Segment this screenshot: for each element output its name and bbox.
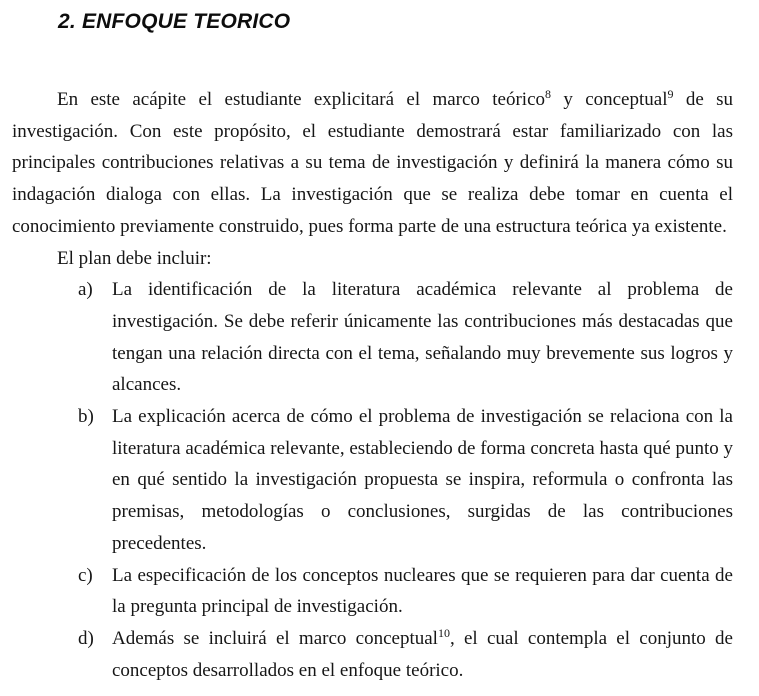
list-item-text: La explicación acerca de cómo el problema de investigación se relaciona con la literatura académica relevante, estableciendo de forma concreta hasta qué punto y en qué sentido la investigación propuesta se inspira, reformula o confronta las premisas, metodologías o conclusiones, surgidas de las contribuciones precedentes. xyxy=(112,406,733,554)
list-item-marker: b) xyxy=(78,406,94,428)
list-item-marker: d) xyxy=(78,627,94,649)
footnote-ref: 10 xyxy=(437,625,450,640)
list-item-text: La identificación de la literatura académica relevante al problema de investigación. Se debe referir únicamente las contribuciones más destacadas que tengan una relación directa con el tema, señalando muy brevemente sus logros y alcances. xyxy=(112,279,733,396)
intro-paragraph: En este acápite el estudiante explicitará el marco teórico$^8$ y conceptual$^9$ de su investigación. Con este propósito, el estudiante demostrará estar familiarizado con las principales contribuciones relativas a su tema de investigación y definirá la manera cómo su indagación dialoga con ellas. La investigación que se realiza debe tomar en cuenta el conocimiento previamente construido, pues forma parte de una estructura teórica ya existente. xyxy=(12,87,734,237)
list-item xyxy=(78,623,733,686)
list-item-marker: a) xyxy=(78,279,93,301)
list-item xyxy=(78,274,733,401)
list-item-text: La especificación de los conceptos nucleares que se requieren para dar cuenta de la pregunta principal de investigación. xyxy=(112,564,733,618)
section-heading: 2. ENFOQUE TEORICO xyxy=(58,10,291,33)
document-body xyxy=(12,84,733,686)
footnote-ref: 8 xyxy=(545,87,552,101)
list-item xyxy=(78,560,733,623)
list-item-marker: c) xyxy=(78,564,93,586)
footnote-ref: 9 xyxy=(667,87,674,101)
list-intro: El plan debe incluir: xyxy=(57,247,212,269)
list-item-text: Además se incluirá el marco conceptual$^{10}$, el cual contempla el conjunto de conceptos desarrollados en el enfoque teórico. xyxy=(112,625,733,681)
list-item xyxy=(78,401,733,560)
plan-list xyxy=(12,274,733,686)
